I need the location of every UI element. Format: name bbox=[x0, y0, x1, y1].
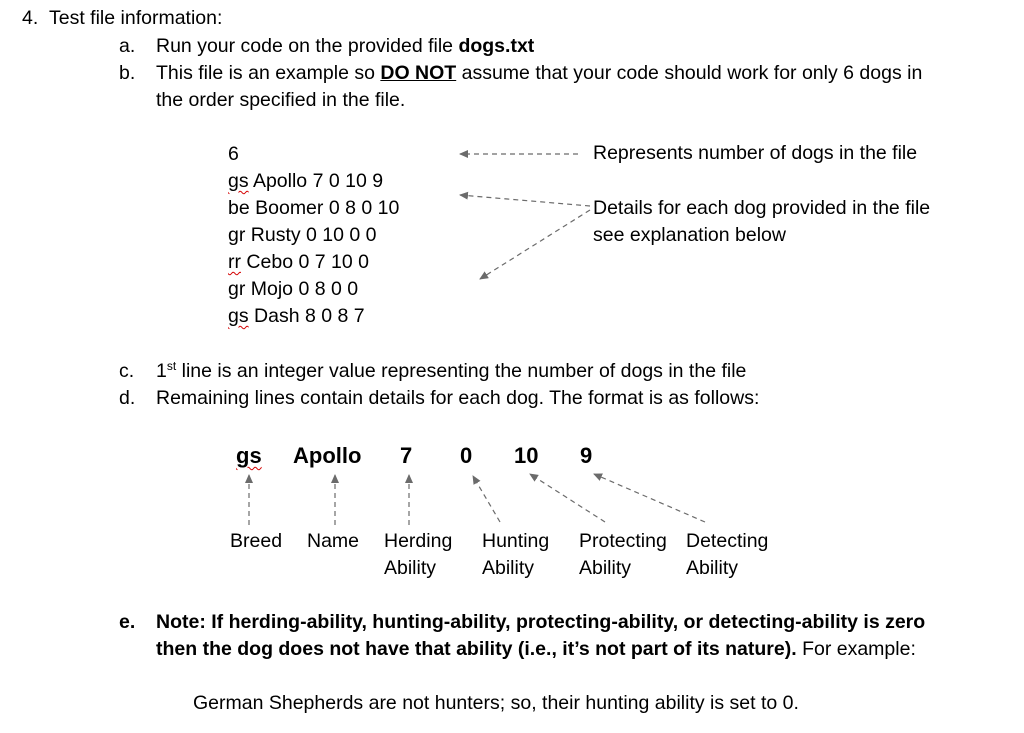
listing-rest: Rusty 0 10 0 0 bbox=[245, 224, 377, 246]
format-breed: gs bbox=[236, 443, 262, 468]
example-sentence: German Shepherds are not hunters; so, their hunting ability is set to 0. bbox=[193, 692, 799, 714]
heading-text: Test file information: bbox=[49, 7, 223, 29]
listing-breed: gr bbox=[228, 278, 246, 300]
item-d-text: Remaining lines contain details for each dog. The format is as follows: bbox=[156, 387, 760, 409]
item-b-line1 bbox=[156, 64, 922, 84]
heading-number: 4. bbox=[22, 7, 39, 29]
listing-rest: Boomer 0 8 0 10 bbox=[249, 197, 400, 219]
listing-rest: Apollo 7 0 10 9 bbox=[248, 170, 384, 192]
item-a-pre: Run your code on the provided file bbox=[156, 35, 459, 57]
hunting-arrow bbox=[473, 476, 500, 522]
item-b-pre: This file is an example so bbox=[156, 62, 381, 84]
listing-count: 6 bbox=[228, 143, 239, 165]
label-herding: Herding bbox=[384, 530, 453, 552]
listing-breed: gr bbox=[228, 224, 246, 246]
item-a-text bbox=[156, 37, 534, 57]
item-e-marker: e. bbox=[119, 611, 136, 633]
listing-breed: be bbox=[228, 197, 250, 219]
listing-row bbox=[228, 199, 399, 219]
item-e-line2-tail: For example: bbox=[796, 638, 916, 660]
listing-breed: gs bbox=[228, 305, 249, 327]
item-d-marker: d. bbox=[119, 387, 136, 409]
listing-breed: rr bbox=[228, 251, 241, 273]
format-name: Apollo bbox=[293, 443, 362, 468]
listing-row bbox=[228, 253, 369, 273]
listing-breed: gs bbox=[228, 170, 249, 192]
do-not-emphasis: DO NOT bbox=[380, 62, 457, 84]
item-e-line2 bbox=[156, 640, 916, 660]
item-a-marker: a. bbox=[119, 35, 136, 57]
details-arrow-upper bbox=[460, 195, 590, 206]
item-c-num: 1 bbox=[156, 360, 167, 382]
item-c-body: line is an integer value representing the number of dogs in the file bbox=[176, 360, 747, 382]
details-annotation-line1: Details for each dog provided in the file bbox=[593, 197, 931, 219]
count-annotation: Represents number of dogs in the file bbox=[593, 142, 918, 164]
format-detecting-value: 9 bbox=[580, 443, 593, 468]
label-detecting: Detecting bbox=[686, 530, 769, 552]
format-herding-value: 7 bbox=[400, 443, 413, 468]
detecting-arrow bbox=[594, 474, 705, 522]
label-detecting-ability: Ability bbox=[686, 557, 739, 579]
label-breed: Breed bbox=[230, 530, 283, 552]
label-name: Name bbox=[307, 530, 360, 552]
details-arrow-lower bbox=[480, 210, 590, 279]
listing-rest: Dash 8 0 8 7 bbox=[248, 305, 365, 327]
listing-row bbox=[228, 280, 358, 300]
file-name: dogs.txt bbox=[458, 35, 535, 57]
protecting-arrow bbox=[530, 474, 605, 522]
item-c-sup: st bbox=[166, 359, 177, 373]
listing-row bbox=[228, 172, 383, 192]
label-hunting-ability: Ability bbox=[482, 557, 535, 579]
item-c-text bbox=[156, 359, 747, 382]
listing-row bbox=[228, 307, 365, 327]
label-herding-ability: Ability bbox=[384, 557, 437, 579]
listing-row bbox=[228, 226, 377, 246]
format-protecting-value: 10 bbox=[514, 443, 539, 468]
item-e-line2-bold: then the dog does not have that ability (i.e., it’s not part of its nature). bbox=[156, 638, 797, 660]
item-b-post: assume that your code should work for only 6 dogs in bbox=[456, 62, 923, 84]
label-hunting: Hunting bbox=[482, 530, 550, 552]
listing-rest: Mojo 0 8 0 0 bbox=[245, 278, 359, 300]
format-hunting-value: 0 bbox=[460, 443, 473, 468]
listing-rest: Cebo 0 7 10 0 bbox=[241, 251, 369, 273]
item-e-line1: Note: If herding-ability, hunting-ability, protecting-ability, or detecting-ability is zero bbox=[156, 611, 926, 633]
label-protecting-ability: Ability bbox=[579, 557, 632, 579]
details-annotation-line2: see explanation below bbox=[593, 224, 786, 246]
label-protecting: Protecting bbox=[579, 530, 667, 552]
item-b-line2: the order specified in the file. bbox=[156, 89, 406, 111]
item-b-marker: b. bbox=[119, 62, 136, 84]
item-c-marker: c. bbox=[119, 360, 135, 382]
